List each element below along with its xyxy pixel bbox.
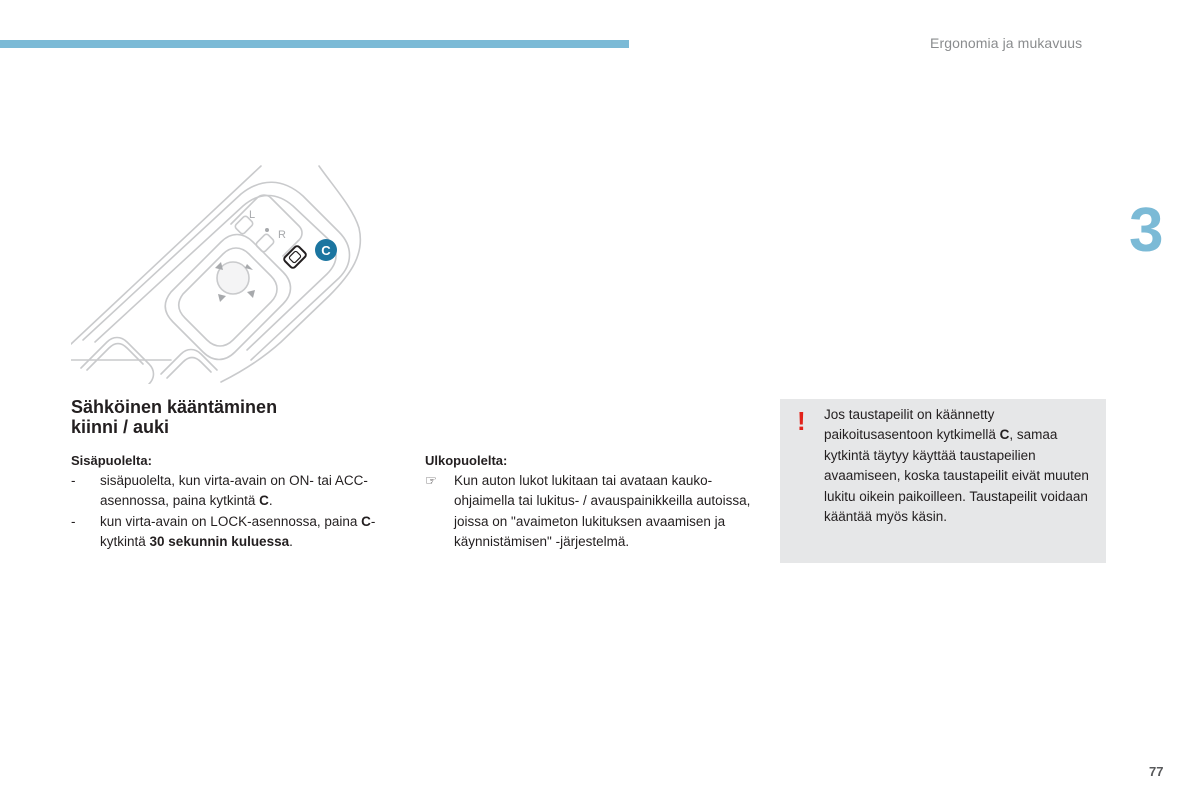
outside-section — [425, 451, 765, 553]
illustration-label-l: L — [249, 209, 256, 221]
callout-c-label: C — [321, 243, 331, 258]
chapter-number: 3 — [1129, 196, 1164, 265]
list-item — [71, 512, 401, 553]
heading-line-1: Sähköinen kääntäminen — [71, 397, 278, 417]
page-heading — [71, 397, 371, 437]
page-number: 77 — [1149, 764, 1164, 779]
body-text: . — [268, 493, 273, 509]
body-text: Jos taustapeilit on käännetty paikoitusasentoon kytkimellä — [824, 407, 1000, 443]
list-bullet: - — [71, 513, 76, 529]
body-text: kun virta-avain on LOCK-asennossa, paina — [100, 513, 362, 529]
header-accent-bar — [0, 40, 629, 48]
fold-switch-c — [283, 245, 307, 269]
warning-text — [824, 405, 1098, 527]
emphasis-text: C — [361, 513, 371, 529]
body-text: -kytkintä — [100, 513, 376, 550]
emphasis-text: C — [999, 427, 1010, 443]
outside-title: Ulkopuolelta: — [425, 453, 508, 468]
body-text: , samaa kytkintä täytyy käyttää taustapeilien avaamiseen, koska taustapeilit eivät muuten lukitu oikein paikoilleen. Taustapeilit voidaan kääntää myös käsin. — [824, 427, 1089, 525]
inside-list — [71, 471, 401, 553]
illustration-label-r: R — [278, 229, 286, 241]
emphasis-text: 30 sekunnin kuluessa — [149, 534, 290, 550]
warning-box — [780, 399, 1106, 563]
heading-line-2: kiinni / auki — [71, 417, 170, 437]
inside-section — [71, 451, 401, 553]
emphasis-text: C — [259, 493, 269, 509]
body-text: sisäpuolelta, kun virta-avain on ON- tai ACC-asennossa, paina kytkintä — [100, 473, 368, 509]
section-title: Ergonomia ja mukavuus — [930, 35, 1083, 51]
list-item-text — [454, 473, 750, 549]
body-text: Kun auton lukot lukitaan tai avataan kauko-ohjaimella tai lukitus- / avauspainikkeilla autoissa, joissa on "avaimeton lukituksen avaamisen ja käynnistämisen" -järjestelmä. — [454, 473, 751, 550]
exclamation-icon: ! — [797, 406, 806, 436]
list-bullet: - — [71, 473, 76, 488]
body-text: . — [289, 534, 293, 550]
inside-title: Sisäpuolelta: — [71, 453, 152, 468]
list-bullet: ☞ — [425, 473, 438, 488]
list-item-text — [100, 473, 368, 508]
outside-list — [425, 471, 765, 553]
list-item — [425, 471, 765, 553]
list-item-text — [100, 514, 375, 549]
mirror-control-panel-illustration — [71, 164, 371, 384]
list-item — [71, 471, 401, 512]
